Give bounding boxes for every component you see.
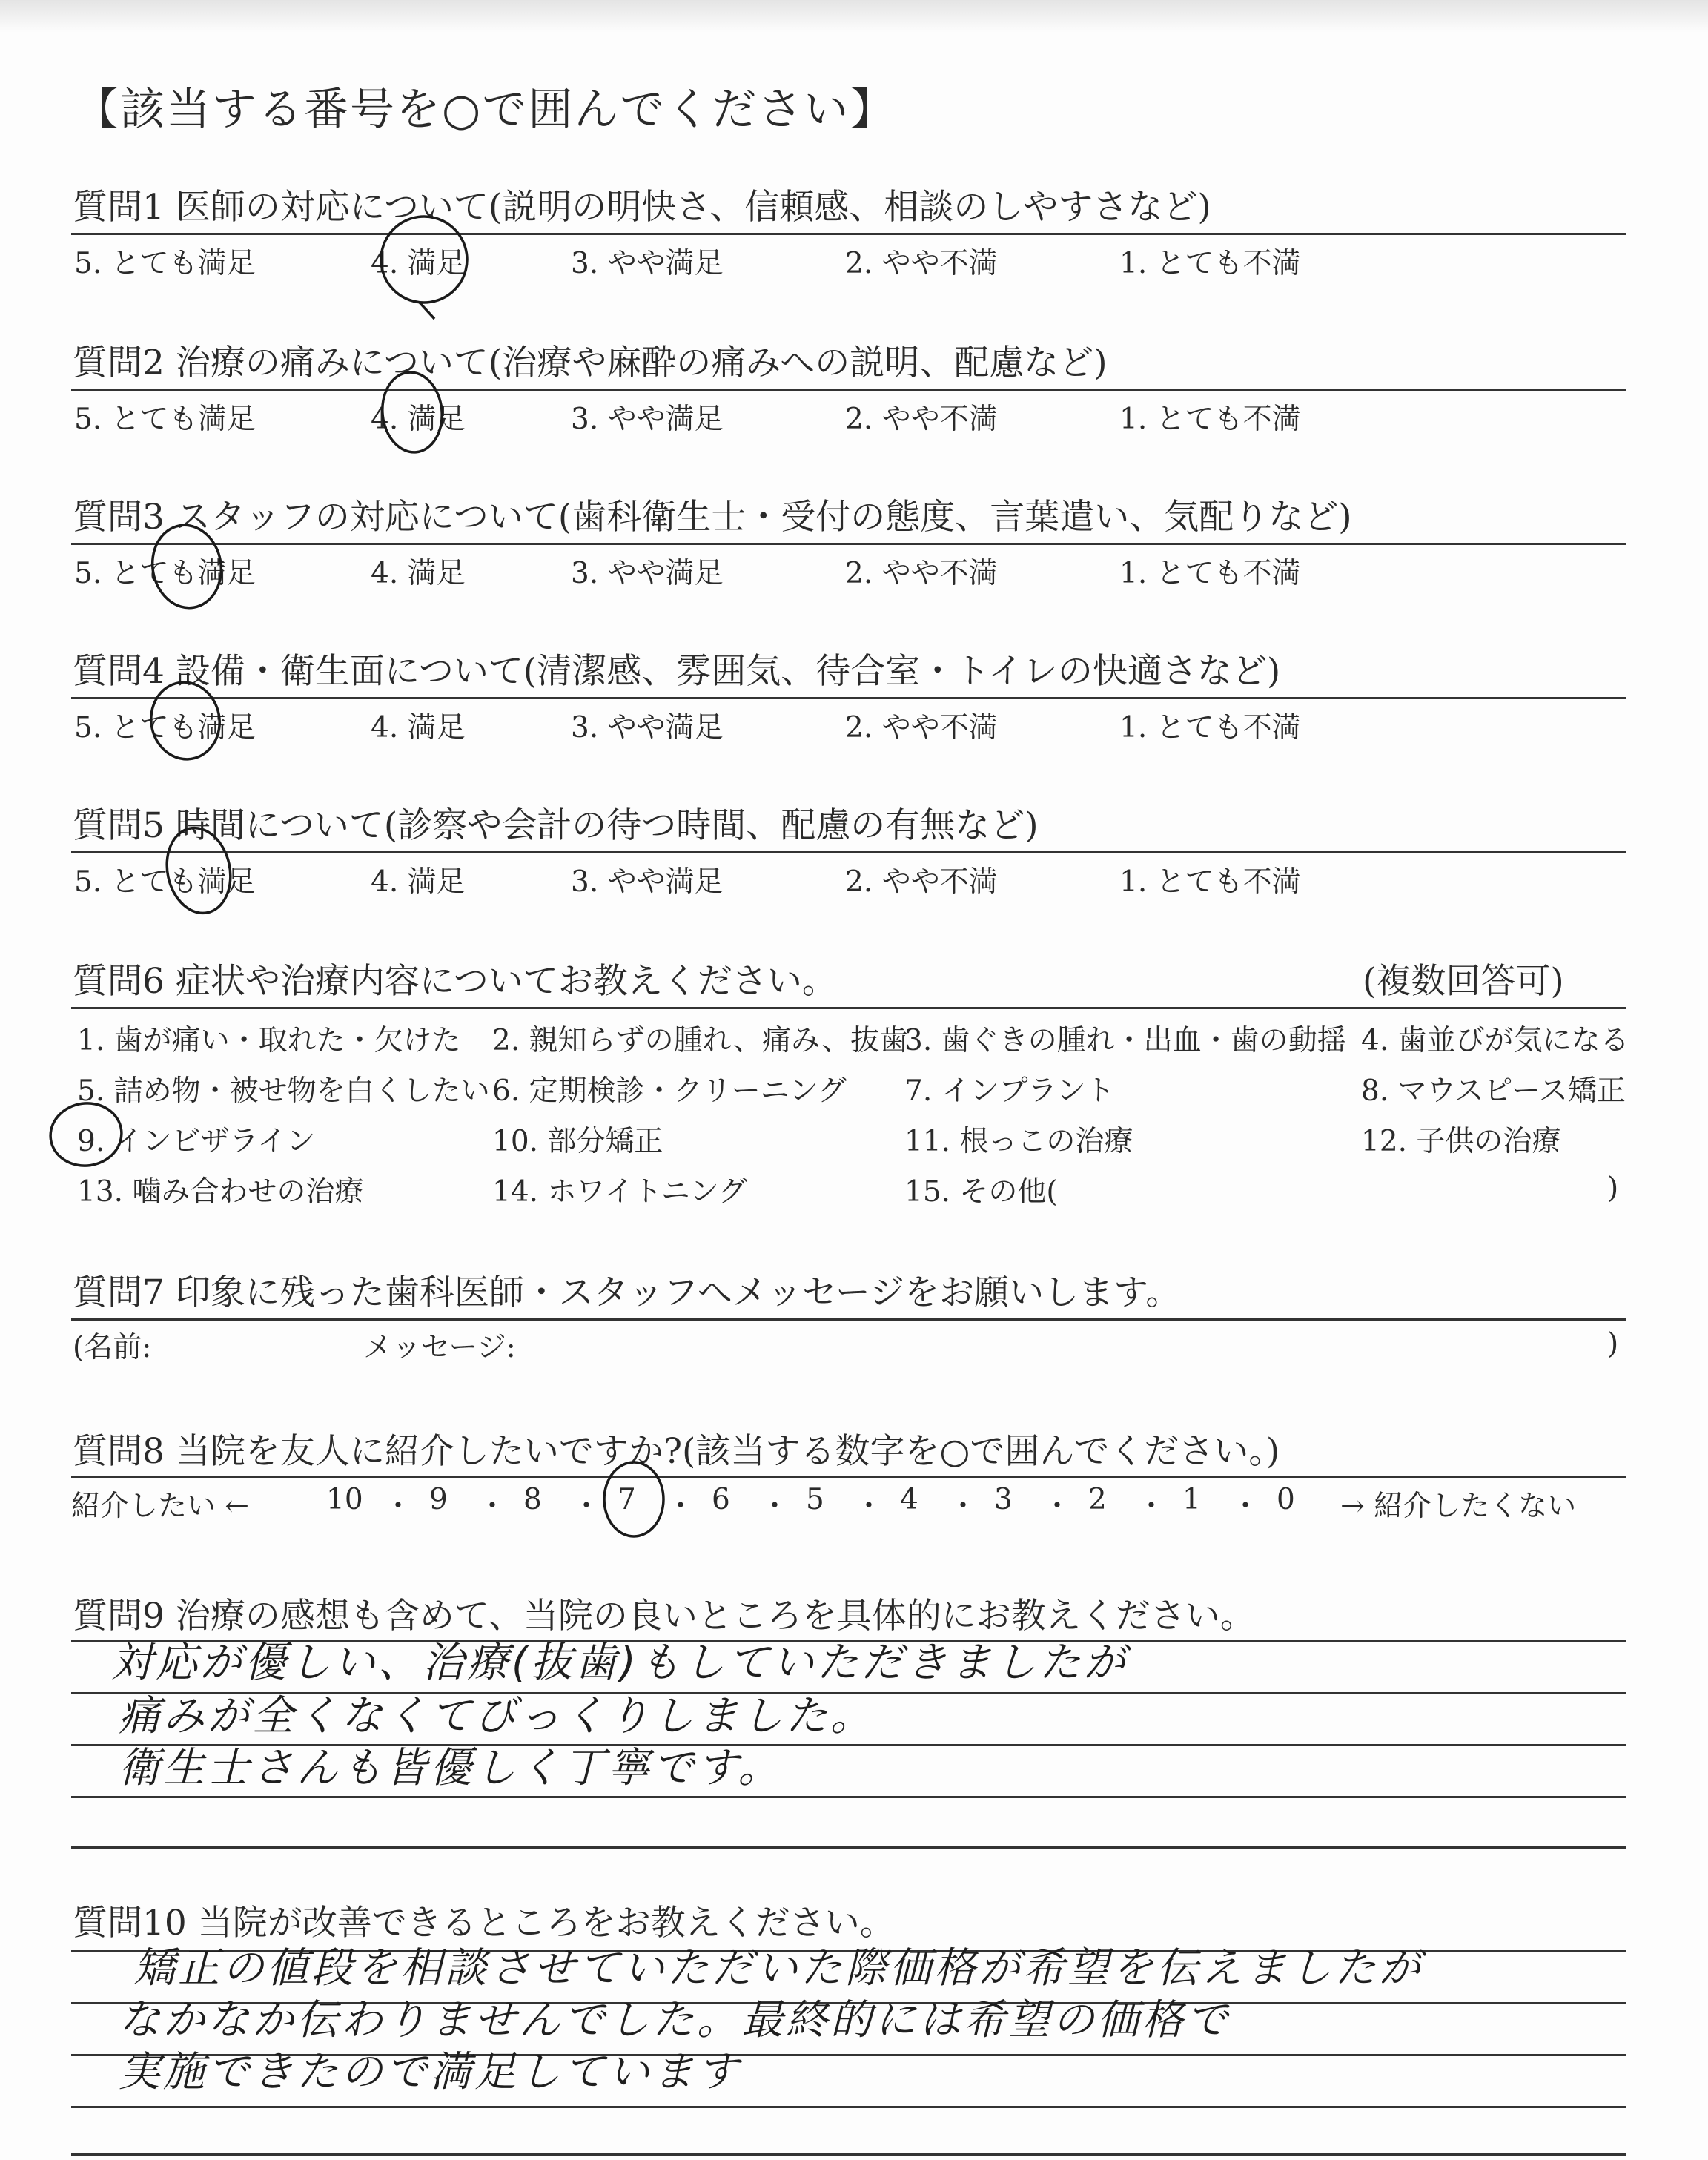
q6-item-11[interactable]: 11. 根っこの治療 (904, 1125, 1133, 1158)
q9-answer-line-2: 痛みが全くなくてびっくりしました。 (119, 1692, 875, 1740)
q1-option-3[interactable]: 3. やや満足 (571, 247, 724, 280)
q6-item-15[interactable]: 15. その他( (904, 1175, 1058, 1209)
q8-separator-dot: ・ (948, 1490, 978, 1523)
q10-line-5 (71, 2153, 1626, 2156)
question-10-heading: 質問10 当院が改善できるところをお教えください。 (73, 1903, 895, 1943)
q6-item-10[interactable]: 10. 部分矯正 (492, 1125, 663, 1158)
q6-item-1[interactable]: 1. 歯が痛い・取れた・欠けた (77, 1024, 461, 1057)
question-8-rule (71, 1476, 1626, 1478)
q1-option-2[interactable]: 2. やや不満 (845, 247, 998, 280)
q8-score-2[interactable]: 2 (1088, 1483, 1107, 1516)
q8-separator-dot: ・ (477, 1490, 507, 1523)
q5-option-3[interactable]: 3. やや満足 (571, 865, 724, 899)
q3-option-4[interactable]: 4. 満足 (371, 557, 466, 590)
q8-score-10[interactable]: 10 (326, 1483, 363, 1516)
q8-score-1[interactable]: 1 (1182, 1483, 1201, 1516)
question-1-heading: 質問1 医師の対応について(説明の明快さ、信頼感、相談のしやすさなど) (73, 187, 1211, 228)
q6-item-4[interactable]: 4. 歯並びが気になる (1361, 1024, 1629, 1057)
q2-option-3[interactable]: 3. やや満足 (571, 403, 724, 436)
question-6-rule (71, 1007, 1626, 1009)
q8-score-4[interactable]: 4 (900, 1483, 918, 1516)
question-4-rule (71, 697, 1626, 699)
q1-option-1[interactable]: 1. とても不満 (1119, 247, 1301, 280)
question-2-rule (71, 389, 1626, 391)
q6-item-14[interactable]: 14. ホワイトニング (492, 1175, 747, 1209)
q8-separator-dot: ・ (1231, 1490, 1260, 1523)
q8-separator-dot: ・ (1136, 1490, 1166, 1523)
question-2-heading: 質問2 治療の痛みについて(治療や麻酔の痛みへの説明、配慮など) (73, 343, 1108, 383)
q8-separator-dot: ・ (1042, 1490, 1072, 1523)
q4-option-4[interactable]: 4. 満足 (371, 711, 466, 744)
q4-option-3[interactable]: 3. やや満足 (571, 711, 724, 744)
q8-score-8[interactable]: 8 (523, 1483, 542, 1516)
q7-name-label: (名前: (73, 1331, 152, 1364)
q10-answer-line-1: 矯正の値段を相談させていただいた際価格が希望を伝えましたが (133, 1944, 1423, 1992)
q5-option-1[interactable]: 1. とても不満 (1119, 865, 1301, 899)
q2-option-4[interactable]: 4. 満足 (371, 403, 466, 436)
q8-separator-dot: ・ (854, 1490, 884, 1523)
question-3-rule (71, 543, 1626, 545)
q10-line-4 (71, 2106, 1626, 2108)
q2-option-1[interactable]: 1. とても不満 (1119, 403, 1301, 436)
question-5-heading: 質問5 時間について(診察や会計の待つ時間、配慮の有無など) (73, 805, 1039, 846)
q6-item-8[interactable]: 8. マウスピース矯正 (1361, 1074, 1626, 1108)
q6-item-2[interactable]: 2. 親知らずの腫れ、痛み、抜歯 (492, 1024, 909, 1057)
question-6-note: (複数回答可) (1363, 961, 1564, 1002)
q6-item-15-close: ) (1607, 1172, 1619, 1205)
q2-option-2[interactable]: 2. やや不満 (845, 403, 998, 436)
question-7-rule (71, 1318, 1626, 1321)
question-5-rule (71, 851, 1626, 853)
question-6-heading: 質問6 症状や治療内容についてお教えください。 (73, 961, 837, 1002)
q1-answer-circle-tail (420, 303, 434, 319)
question-1-rule (71, 233, 1626, 235)
q5-option-2[interactable]: 2. やや不満 (845, 865, 998, 899)
q8-separator-dot: ・ (666, 1490, 695, 1523)
q4-option-2[interactable]: 2. やや不満 (845, 711, 998, 744)
q3-option-5[interactable]: 5. とても満足 (74, 557, 256, 590)
q9-line-5 (71, 1846, 1626, 1849)
q4-option-5[interactable]: 5. とても満足 (74, 711, 256, 744)
q6-item-13[interactable]: 13. 噛み合わせの治療 (77, 1175, 364, 1209)
q6-item-7[interactable]: 7. インプラント (904, 1074, 1115, 1108)
q4-option-1[interactable]: 1. とても不満 (1119, 711, 1301, 744)
q6-item-9[interactable]: 9. インビザライン (77, 1125, 316, 1158)
q8-score-3[interactable]: 3 (994, 1483, 1013, 1516)
q1-option-4[interactable]: 4. 満足 (371, 247, 466, 280)
q8-score-5[interactable]: 5 (806, 1483, 824, 1516)
q8-separator-dot: ・ (572, 1490, 601, 1523)
question-7-heading: 質問7 印象に残った歯科医師・スタッフへメッセージをお願いします。 (73, 1272, 1181, 1313)
scan-top-edge (0, 0, 1708, 33)
question-3-heading: 質問3 スタッフの対応について(歯科衛生士・受付の態度、言葉遣い、気配りなど) (73, 497, 1352, 538)
q7-close-paren: ) (1607, 1327, 1619, 1361)
q8-right-label: → 紹介したくない (1340, 1490, 1577, 1523)
question-8-heading: 質問8 当院を友人に紹介したいですか?(該当する数字を○で囲んでください。) (73, 1431, 1280, 1472)
q2-option-5[interactable]: 5. とても満足 (74, 403, 256, 436)
q3-option-2[interactable]: 2. やや不満 (845, 557, 998, 590)
q10-answer-line-2: なかなか伝わりませんでした。最終的には希望の価格で (119, 1996, 1231, 2044)
q8-separator-dot: ・ (383, 1490, 413, 1523)
question-4-heading: 質問4 設備・衛生面について(清潔感、雰囲気、待合室・トイレの快適さなど) (73, 651, 1281, 692)
q6-item-3[interactable]: 3. 歯ぐきの腫れ・出血・歯の動揺 (904, 1024, 1346, 1057)
question-9-heading: 質問9 治療の感想も含めて、当院の良いところを具体的にお教えください。 (73, 1596, 1255, 1636)
q8-left-label: 紹介したい ← (71, 1490, 250, 1523)
q9-line-4 (71, 1796, 1626, 1798)
q1-option-5[interactable]: 5. とても満足 (74, 247, 256, 280)
page-title: 【該当する番号を○で囲んでください】 (74, 84, 896, 136)
q9-answer-line-3: 衛生士さんも皆優しく丁寧です。 (119, 1744, 783, 1792)
q7-message-label: メッセージ: (363, 1331, 516, 1364)
q9-answer-line-1: 対応が優しい、治療(抜歯)もしていただきましたが (111, 1639, 1128, 1687)
q5-option-4[interactable]: 4. 満足 (371, 865, 466, 899)
q5-option-5[interactable]: 5. とても満足 (74, 865, 256, 899)
q6-item-6[interactable]: 6. 定期検診・クリーニング (492, 1074, 847, 1108)
q6-item-12[interactable]: 12. 子供の治療 (1361, 1125, 1561, 1158)
q3-option-1[interactable]: 1. とても不満 (1119, 557, 1301, 590)
q10-answer-line-3: 実施できたので満足しています (119, 2048, 741, 2096)
q8-score-9[interactable]: 9 (429, 1483, 448, 1516)
q3-option-3[interactable]: 3. やや満足 (571, 557, 724, 590)
q8-score-0[interactable]: 0 (1277, 1483, 1295, 1516)
q8-score-6[interactable]: 6 (712, 1483, 730, 1516)
q8-separator-dot: ・ (760, 1490, 790, 1523)
q8-score-7[interactable]: 7 (618, 1483, 636, 1516)
q6-item-5[interactable]: 5. 詰め物・被せ物を白くしたい (77, 1074, 490, 1108)
